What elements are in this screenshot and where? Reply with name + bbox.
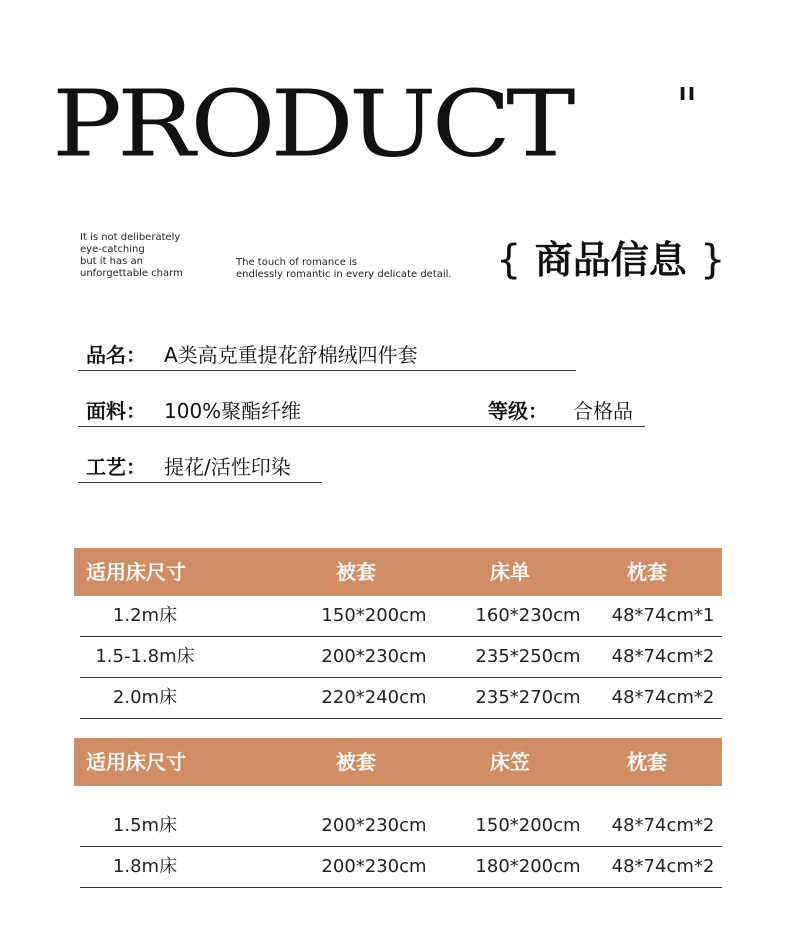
table-cell: 150*200cm — [475, 815, 581, 836]
tagline-left-line: unforgettable charm — [80, 268, 183, 279]
header-cell: 适用床尺寸 — [86, 560, 186, 584]
info-row-name — [78, 340, 576, 371]
header-cell: 枕套 — [627, 750, 667, 774]
info-label: 面料： — [86, 399, 146, 423]
header-cell: 被套 — [336, 560, 376, 584]
info-value: A类高克重提花舒棉绒四件套 — [164, 343, 418, 367]
table-cell: 48*74cm*2 — [611, 856, 715, 877]
table-row — [80, 806, 722, 847]
table-cell: 220*240cm — [321, 687, 427, 708]
table-cell: 2.0m床 — [112, 687, 178, 708]
table-cell: 48*74cm*2 — [611, 687, 715, 708]
tagline-mid-line: endlessly romantic in every delicate detail. — [236, 269, 452, 280]
table-cell: 1.5-1.8m床 — [95, 646, 195, 667]
info-value: 100%聚酯纤维 — [164, 399, 302, 423]
open-brace: { — [496, 237, 522, 283]
header-cell: 适用床尺寸 — [86, 750, 186, 774]
info-value: 提花/活性印染 — [164, 455, 291, 479]
table-cell: 48*74cm*2 — [611, 646, 715, 667]
tagline-left — [80, 232, 183, 280]
table-cell: 1.8m床 — [112, 856, 178, 877]
table-header — [74, 548, 722, 596]
info-label: 等级： — [488, 399, 548, 423]
section-title-text: 商品信息 — [534, 238, 687, 282]
table-cell: 160*230cm — [475, 605, 581, 626]
table-cell: 235*250cm — [475, 646, 581, 667]
table-cell: 235*270cm — [475, 687, 581, 708]
table-cell: 48*74cm*2 — [611, 815, 715, 836]
table-cell: 48*74cm*1 — [611, 605, 715, 626]
info-row-fabric — [78, 396, 645, 427]
tagline-left-line: eye-catching — [80, 244, 145, 255]
table-cell: 150*200cm — [321, 605, 427, 626]
info-value: 合格品 — [573, 399, 633, 423]
tagline-left-line: but it has an — [80, 256, 143, 267]
tagline-mid-line: The touch of romance is — [236, 257, 358, 268]
hero-title: PRODUCT — [52, 70, 571, 178]
size-table-2 — [74, 738, 722, 888]
table-cell: 200*230cm — [321, 815, 427, 836]
info-label: 工艺： — [86, 455, 146, 479]
table-row — [80, 596, 722, 637]
info-label: 品名： — [86, 343, 146, 367]
header-cell: 床笠 — [490, 750, 530, 774]
table-cell: 1.5m床 — [112, 815, 178, 836]
header-cell: 被套 — [336, 750, 376, 774]
section-title — [496, 232, 725, 288]
table-cell: 180*200cm — [475, 856, 581, 877]
size-table-1 — [74, 548, 722, 719]
table-cell: 200*230cm — [321, 646, 427, 667]
table-header — [74, 738, 722, 786]
table-row — [80, 847, 722, 888]
close-brace: } — [699, 237, 726, 283]
table-cell: 1.2m床 — [112, 605, 178, 626]
tagline-left-line: It is not deliberately — [80, 232, 181, 243]
quote-mark: " — [676, 78, 699, 134]
table-row — [80, 637, 722, 678]
header-cell: 枕套 — [627, 560, 667, 584]
table-row — [80, 678, 722, 719]
header-cell: 床单 — [490, 560, 530, 584]
tagline-mid — [236, 257, 452, 281]
table-cell: 200*230cm — [321, 856, 427, 877]
info-row-craft — [78, 452, 322, 483]
